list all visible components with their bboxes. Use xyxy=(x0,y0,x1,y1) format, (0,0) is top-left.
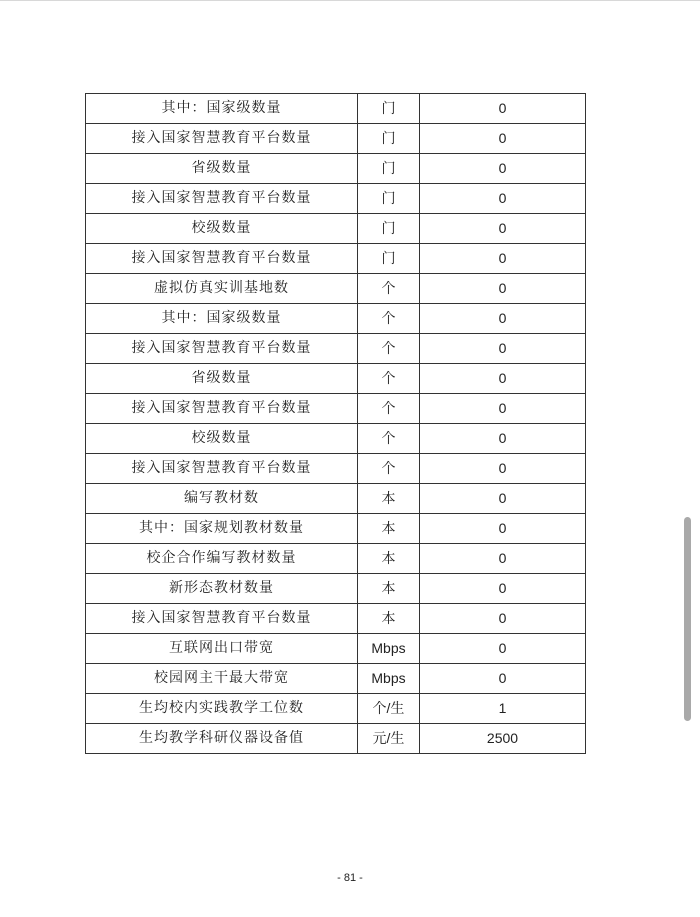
value-cell: 0 xyxy=(420,214,586,244)
item-name-cell: 校企合作编写教材数量 xyxy=(86,544,358,574)
value-cell: 1 xyxy=(420,694,586,724)
unit-cell: 本 xyxy=(358,574,420,604)
item-name-cell: 编写教材数 xyxy=(86,484,358,514)
table-row xyxy=(86,634,586,664)
unit-cell: 个 xyxy=(358,364,420,394)
table-row xyxy=(86,124,586,154)
value-cell: 0 xyxy=(420,184,586,214)
item-name-cell: 接入国家智慧教育平台数量 xyxy=(86,454,358,484)
unit-cell: 本 xyxy=(358,544,420,574)
value-cell: 0 xyxy=(420,574,586,604)
unit-cell: 门 xyxy=(358,214,420,244)
value-cell: 0 xyxy=(420,484,586,514)
page-top-rule xyxy=(0,0,700,1)
value-cell: 0 xyxy=(420,424,586,454)
item-name-cell: 其中：国家规划教材数量 xyxy=(86,514,358,544)
item-name-cell: 省级数量 xyxy=(86,364,358,394)
table-row xyxy=(86,244,586,274)
table-row xyxy=(86,214,586,244)
item-name-cell: 新形态教材数量 xyxy=(86,574,358,604)
unit-cell: 门 xyxy=(358,94,420,124)
unit-cell: 个 xyxy=(358,394,420,424)
item-name-cell: 生均校内实践教学工位数 xyxy=(86,694,358,724)
item-name-cell: 虚拟仿真实训基地数 xyxy=(86,274,358,304)
table-row xyxy=(86,574,586,604)
statistics-table-body xyxy=(86,94,586,754)
value-cell: 0 xyxy=(420,274,586,304)
unit-cell: 门 xyxy=(358,154,420,184)
table-row xyxy=(86,94,586,124)
unit-cell: 个 xyxy=(358,454,420,484)
table-row xyxy=(86,184,586,214)
item-name-cell: 校级数量 xyxy=(86,214,358,244)
table-row xyxy=(86,724,586,754)
value-cell: 2500 xyxy=(420,724,586,754)
statistics-table xyxy=(85,93,586,754)
unit-cell: 门 xyxy=(358,124,420,154)
table-row xyxy=(86,154,586,184)
value-cell: 0 xyxy=(420,514,586,544)
table-row xyxy=(86,664,586,694)
unit-cell: 个 xyxy=(358,424,420,454)
unit-cell: Mbps xyxy=(358,664,420,694)
unit-cell: 门 xyxy=(358,244,420,274)
item-name-cell: 生均教学科研仪器设备值 xyxy=(86,724,358,754)
value-cell: 0 xyxy=(420,94,586,124)
unit-cell: 门 xyxy=(358,184,420,214)
value-cell: 0 xyxy=(420,634,586,664)
item-name-cell: 接入国家智慧教育平台数量 xyxy=(86,124,358,154)
unit-cell: 本 xyxy=(358,484,420,514)
table-row xyxy=(86,514,586,544)
table-row xyxy=(86,484,586,514)
unit-cell: 个/生 xyxy=(358,694,420,724)
unit-cell: Mbps xyxy=(358,634,420,664)
value-cell: 0 xyxy=(420,664,586,694)
value-cell: 0 xyxy=(420,394,586,424)
table-row xyxy=(86,424,586,454)
value-cell: 0 xyxy=(420,154,586,184)
unit-cell: 元/生 xyxy=(358,724,420,754)
unit-cell: 个 xyxy=(358,334,420,364)
item-name-cell: 其中：国家级数量 xyxy=(86,304,358,334)
page-number: - 81 - xyxy=(337,872,363,884)
table-row xyxy=(86,544,586,574)
scrollbar-thumb[interactable] xyxy=(684,517,691,721)
item-name-cell: 接入国家智慧教育平台数量 xyxy=(86,244,358,274)
value-cell: 0 xyxy=(420,244,586,274)
value-cell: 0 xyxy=(420,124,586,154)
value-cell: 0 xyxy=(420,364,586,394)
item-name-cell: 互联网出口带宽 xyxy=(86,634,358,664)
item-name-cell: 校园网主干最大带宽 xyxy=(86,664,358,694)
table-row xyxy=(86,274,586,304)
unit-cell: 本 xyxy=(358,514,420,544)
unit-cell: 个 xyxy=(358,304,420,334)
table-row xyxy=(86,604,586,634)
item-name-cell: 接入国家智慧教育平台数量 xyxy=(86,334,358,364)
item-name-cell: 校级数量 xyxy=(86,424,358,454)
item-name-cell: 接入国家智慧教育平台数量 xyxy=(86,394,358,424)
value-cell: 0 xyxy=(420,304,586,334)
item-name-cell: 省级数量 xyxy=(86,154,358,184)
table-row xyxy=(86,694,586,724)
item-name-cell: 接入国家智慧教育平台数量 xyxy=(86,184,358,214)
unit-cell: 个 xyxy=(358,274,420,304)
unit-cell: 本 xyxy=(358,604,420,634)
table-row xyxy=(86,454,586,484)
item-name-cell: 接入国家智慧教育平台数量 xyxy=(86,604,358,634)
item-name-cell: 其中：国家级数量 xyxy=(86,94,358,124)
table-row xyxy=(86,304,586,334)
table-row xyxy=(86,364,586,394)
value-cell: 0 xyxy=(420,334,586,364)
value-cell: 0 xyxy=(420,454,586,484)
value-cell: 0 xyxy=(420,544,586,574)
table-row xyxy=(86,394,586,424)
value-cell: 0 xyxy=(420,604,586,634)
table-row xyxy=(86,334,586,364)
vertical-scrollbar[interactable] xyxy=(682,0,694,917)
